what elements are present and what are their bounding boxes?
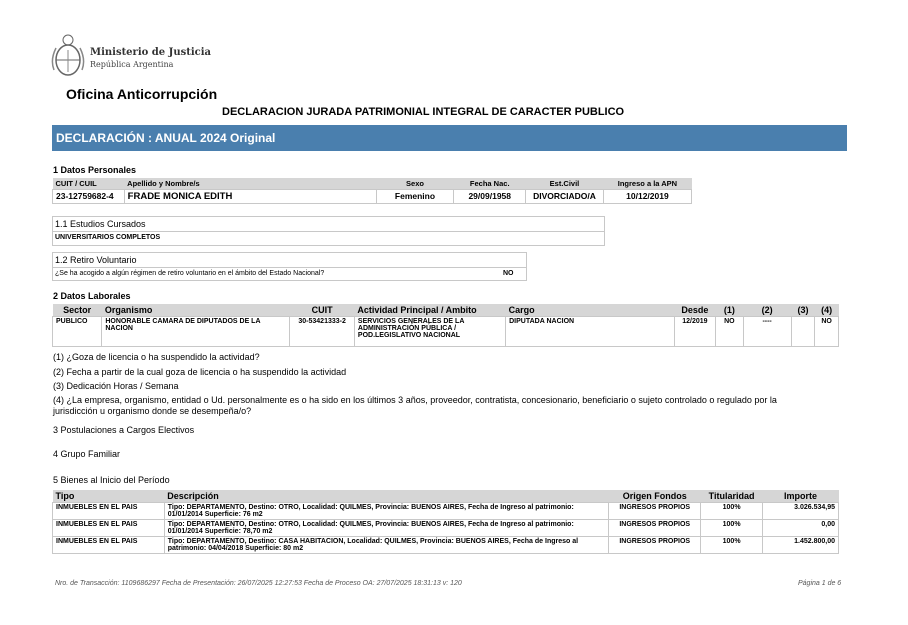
col-2-value: ---- (743, 317, 791, 347)
col-est-civil: Est.Civil (526, 178, 604, 190)
fecha-nac-value: 29/09/1958 (454, 190, 526, 204)
republic-name: República Argentina (90, 60, 174, 69)
bien-titularidad: 100% (701, 537, 763, 554)
col-organismo: Organismo (102, 304, 290, 317)
col-4: (4) (815, 304, 839, 317)
col-1: (1) (716, 304, 743, 317)
actividad-value: SERVICIOS GENERALES DE LA ADMINISTRACIÓN PÚBLICA / POD.LEGISLATIVO NACIONAL (354, 317, 505, 347)
table-row (53, 520, 839, 537)
col-cargo: Cargo (506, 304, 675, 317)
bien-origen: INGRESOS PROPIOS (609, 537, 701, 554)
note-1: (1) ¿Goza de licencia o ha suspendido la actividad? (53, 352, 260, 362)
retiro-answer: NO (503, 270, 514, 277)
col-desde: Desde (674, 304, 715, 317)
col-sector: Sector (53, 304, 102, 317)
col-descripcion: Descripción (164, 490, 609, 503)
section-laborales: 2 Datos Laborales (53, 291, 131, 301)
office-name: Oficina Anticorrupción (66, 86, 218, 102)
col-importe: Importe (763, 490, 839, 503)
est-civil-value: DIVORCIADO/A (526, 190, 604, 204)
retiro-title: 1.2 Retiro Voluntario (53, 253, 526, 268)
bien-titularidad: 100% (701, 503, 763, 520)
section-postulaciones: 3 Postulaciones a Cargos Electivos (53, 425, 195, 435)
note-3: (3) Dedicación Horas / Semana (53, 381, 179, 391)
retiro-box (52, 252, 527, 281)
col-3: (3) (791, 304, 815, 317)
section-personal: 1 Datos Personales (53, 165, 137, 175)
cuit-org-value: 30-53421333-2 (290, 317, 355, 347)
col-origen: Origen Fondos (609, 490, 701, 503)
col-2: (2) (743, 304, 791, 317)
bien-tipo: INMUEBLES EN EL PAIS (53, 520, 165, 537)
col-tipo: Tipo (53, 490, 165, 503)
bien-importe: 0,00 (763, 520, 839, 537)
bien-origen: INGRESOS PROPIOS (609, 503, 701, 520)
col-actividad: Actividad Principal / Ambito (354, 304, 505, 317)
bienes-table (52, 490, 839, 554)
table-row (53, 537, 839, 554)
page-number: Página 1 de 6 (798, 580, 842, 587)
bien-importe: 1.452.800,00 (763, 537, 839, 554)
personal-table (52, 178, 692, 204)
sector-value: PUBLICO (53, 317, 102, 347)
footer-transaction: Nro. de Transacción: 1109686297 Fecha de Presentación: 26/07/2025 12:27:53 Fecha de Proceso OA: 27/07/2025 18:31:13 v: 120 (55, 580, 462, 587)
note-4: (4) ¿La empresa, organismo, entidad o Ud. personalmente es o ha sido en los últimos 3 años, proveedor, contratista, concesionario, beneficiario o sujeto controlado o regulado por la jurisdicción u organismo donde se desempeña/o? (53, 395, 777, 416)
section-bienes: 5 Bienes al Inicio del Período (53, 475, 170, 485)
name-value: FRADE MONICA EDITH (124, 190, 376, 204)
bien-titularidad: 100% (701, 520, 763, 537)
studies-value: UNIVERSITARIOS COMPLETOS (55, 234, 161, 241)
bien-tipo: INMUEBLES EN EL PAIS (53, 537, 165, 554)
cargo-value: DIPUTADA NACION (506, 317, 675, 347)
table-row (53, 503, 839, 520)
col-1-value: NO (716, 317, 743, 347)
cuit-value: 23-12759682-4 (53, 190, 125, 204)
col-3-value (791, 317, 815, 347)
bien-tipo: INMUEBLES EN EL PAIS (53, 503, 165, 520)
col-cuit-org: CUIT (290, 304, 355, 317)
studies-box (52, 216, 605, 246)
ministry-name: Ministerio de Justicia (90, 47, 212, 58)
col-name: Apellido y Nombre/s (124, 178, 376, 190)
desde-value: 12/2019 (674, 317, 715, 347)
bien-descripcion: Tipo: DEPARTAMENTO, Destino: OTRO, Localidad: QUILMES, Provincia: BUENOS AIRES, Fecha de Ingreso al patrimonio: 01/01/2014 Superficie: 78,70 m2 (164, 520, 609, 537)
laborales-table (52, 304, 839, 347)
note-2: (2) Fecha a partir de la cual goza de licencia o ha suspendido la actividad (53, 367, 347, 377)
section-grupo-familiar: 4 Grupo Familiar (53, 449, 121, 459)
declaration-banner: DECLARACIÓN : ANUAL 2024 Original (52, 125, 847, 151)
bien-descripcion: Tipo: DEPARTAMENTO, Destino: OTRO, Localidad: QUILMES, Provincia: BUENOS AIRES, Fecha de Ingreso al patrimonio: 01/01/2014 Superficie: 76 m2 (164, 503, 609, 520)
col-titularidad: Titularidad (701, 490, 763, 503)
coat-of-arms-icon (50, 30, 86, 82)
col-fecha-nac: Fecha Nac. (454, 178, 526, 190)
retiro-question: ¿Se ha acogido a algún régimen de retiro voluntario en el ámbito del Estado Nacional? (55, 270, 325, 277)
bien-origen: INGRESOS PROPIOS (609, 520, 701, 537)
organismo-value: HONORABLE CAMARA DE DIPUTADOS DE LA NACION (102, 317, 290, 347)
col-ingreso: Ingreso a la APN (603, 178, 691, 190)
bien-importe: 3.026.534,95 (763, 503, 839, 520)
col-cuit: CUIT / CUIL (53, 178, 125, 190)
document-title: DECLARACION JURADA PATRIMONIAL INTEGRAL DE CARACTER PUBLICO (222, 106, 625, 118)
col-4-value: NO (815, 317, 839, 347)
studies-title: 1.1 Estudios Cursados (53, 217, 604, 232)
sexo-value: Femenino (376, 190, 454, 204)
col-sexo: Sexo (376, 178, 454, 190)
ingreso-value: 10/12/2019 (603, 190, 691, 204)
bien-descripcion: Tipo: DEPARTAMENTO, Destino: CASA HABITACION, Localidad: QUILMES, Provincia: BUENOS AIRES, Fecha de Ingreso al patrimonio: 04/04/2018 Superficie: 80 m2 (164, 537, 609, 554)
